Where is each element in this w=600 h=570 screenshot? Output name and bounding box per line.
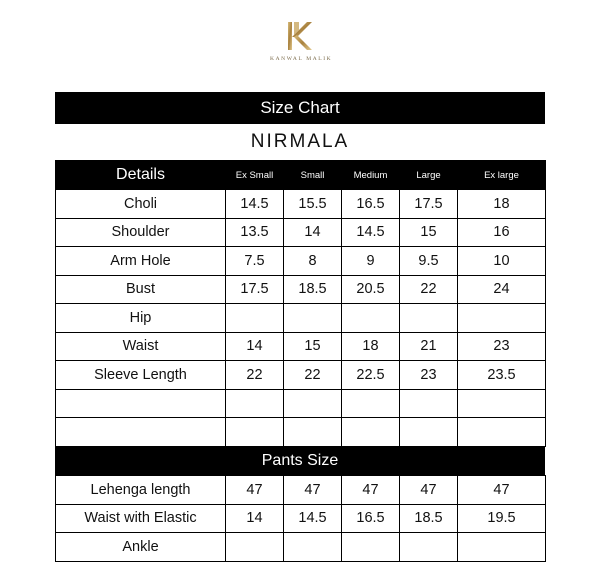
table-row bbox=[56, 275, 546, 304]
table-cell bbox=[284, 533, 342, 562]
table-cell: 15 bbox=[400, 218, 458, 247]
header-details: Details bbox=[56, 161, 226, 190]
brand-logo bbox=[270, 20, 333, 70]
table-cell: 24 bbox=[458, 275, 546, 304]
table-cell bbox=[226, 304, 284, 333]
size-table-header bbox=[56, 161, 546, 190]
table-cell bbox=[458, 533, 546, 562]
row-label: Shoulder bbox=[56, 218, 226, 247]
table-cell: 14 bbox=[226, 332, 284, 361]
table-cell: 13.5 bbox=[226, 218, 284, 247]
table-row bbox=[56, 418, 546, 447]
table-cell: 19.5 bbox=[458, 504, 546, 533]
table-cell: 23 bbox=[458, 332, 546, 361]
table-cell: 14.5 bbox=[342, 218, 400, 247]
table-cell bbox=[342, 418, 400, 447]
table-row bbox=[56, 476, 546, 505]
table-cell bbox=[284, 389, 342, 418]
table-row bbox=[56, 504, 546, 533]
product-name: NIRMALA bbox=[250, 131, 350, 152]
table-cell bbox=[342, 389, 400, 418]
table-cell: 16.5 bbox=[342, 504, 400, 533]
table-cell: 22 bbox=[226, 361, 284, 390]
row-label: Lehenga length bbox=[56, 476, 226, 505]
table-row bbox=[56, 332, 546, 361]
header-size: Medium bbox=[342, 161, 400, 190]
table-cell bbox=[400, 418, 458, 447]
table-cell: 21 bbox=[400, 332, 458, 361]
table-cell: 20.5 bbox=[342, 275, 400, 304]
size-table bbox=[55, 160, 546, 447]
table-cell bbox=[342, 304, 400, 333]
row-label: Waist with Elastic bbox=[56, 504, 226, 533]
table-cell bbox=[226, 533, 284, 562]
table-cell: 47 bbox=[342, 476, 400, 505]
row-label: Bust bbox=[56, 275, 226, 304]
table-cell: 22 bbox=[284, 361, 342, 390]
table-row bbox=[56, 361, 546, 390]
table-cell: 18.5 bbox=[284, 275, 342, 304]
table-cell: 16 bbox=[458, 218, 546, 247]
table-cell: 7.5 bbox=[226, 247, 284, 276]
table-row bbox=[56, 247, 546, 276]
table-cell: 47 bbox=[400, 476, 458, 505]
row-label: Arm Hole bbox=[56, 247, 226, 276]
table-cell bbox=[226, 389, 284, 418]
table-cell bbox=[458, 418, 546, 447]
table-cell bbox=[284, 304, 342, 333]
row-label bbox=[56, 418, 226, 447]
table-cell: 14 bbox=[284, 218, 342, 247]
table-cell: 23 bbox=[400, 361, 458, 390]
brand-name: KANWAL MALIK bbox=[270, 56, 333, 62]
table-cell: 16.5 bbox=[342, 190, 400, 219]
table-row bbox=[56, 190, 546, 219]
row-label bbox=[56, 389, 226, 418]
table-cell bbox=[458, 389, 546, 418]
table-cell: 14.5 bbox=[284, 504, 342, 533]
row-label: Sleeve Length bbox=[56, 361, 226, 390]
table-row bbox=[56, 389, 546, 418]
pants-table bbox=[55, 475, 546, 562]
table-cell: 18 bbox=[458, 190, 546, 219]
row-label: Waist bbox=[56, 332, 226, 361]
row-label: Hip bbox=[56, 304, 226, 333]
header-size: Small bbox=[284, 161, 342, 190]
header-size: Large bbox=[400, 161, 458, 190]
header-size: Ex large bbox=[458, 161, 546, 190]
table-cell: 22 bbox=[400, 275, 458, 304]
table-cell: 18.5 bbox=[400, 504, 458, 533]
table-cell bbox=[342, 533, 400, 562]
table-cell: 22.5 bbox=[342, 361, 400, 390]
table-cell bbox=[400, 389, 458, 418]
row-label: Choli bbox=[56, 190, 226, 219]
table-cell: 23.5 bbox=[458, 361, 546, 390]
table-cell: 9.5 bbox=[400, 247, 458, 276]
table-row bbox=[56, 533, 546, 562]
table-cell: 47 bbox=[458, 476, 546, 505]
table-cell: 18 bbox=[342, 332, 400, 361]
header-size: Ex Small bbox=[226, 161, 284, 190]
table-cell bbox=[400, 304, 458, 333]
table-cell: 10 bbox=[458, 247, 546, 276]
table-cell: 17.5 bbox=[400, 190, 458, 219]
size-chart-title: Size Chart bbox=[55, 92, 545, 124]
table-cell bbox=[458, 304, 546, 333]
pants-size-title: Pants Size bbox=[55, 446, 545, 475]
table-cell bbox=[284, 418, 342, 447]
table-cell: 15.5 bbox=[284, 190, 342, 219]
table-cell: 14.5 bbox=[226, 190, 284, 219]
table-cell: 9 bbox=[342, 247, 400, 276]
table-cell: 47 bbox=[284, 476, 342, 505]
table-row bbox=[56, 304, 546, 333]
table-cell: 8 bbox=[284, 247, 342, 276]
table-cell: 14 bbox=[226, 504, 284, 533]
row-label: Ankle bbox=[56, 533, 226, 562]
table-cell: 17.5 bbox=[226, 275, 284, 304]
table-cell: 15 bbox=[284, 332, 342, 361]
table-row bbox=[56, 218, 546, 247]
km-monogram-icon bbox=[285, 20, 315, 52]
table-cell bbox=[400, 533, 458, 562]
table-cell bbox=[226, 418, 284, 447]
table-cell: 47 bbox=[226, 476, 284, 505]
